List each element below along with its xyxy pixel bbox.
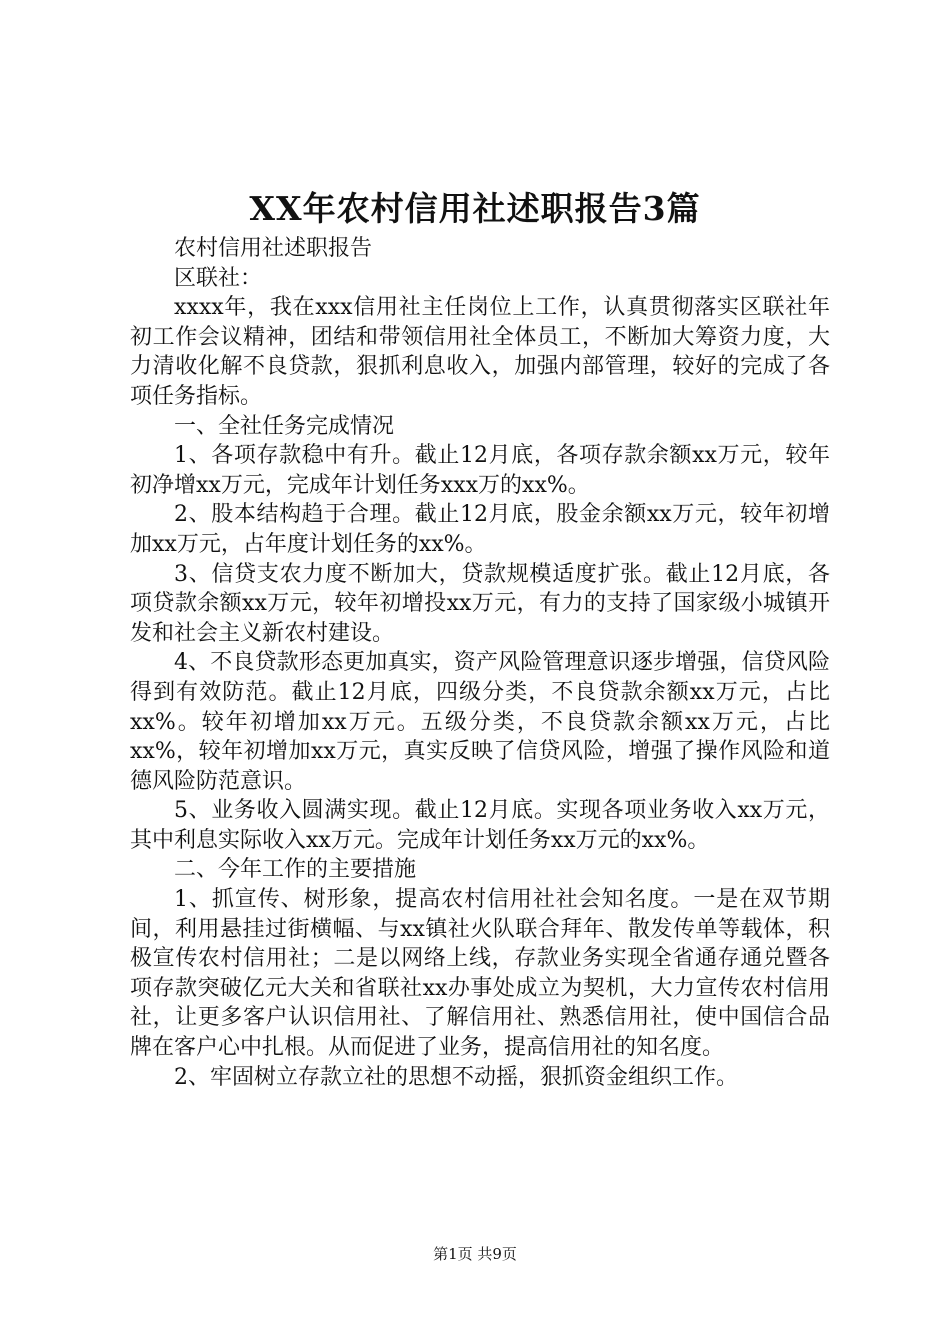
page-footer: 第1页 共9页 [433, 1245, 517, 1263]
paragraph: 5、业务收入圆满实现。截止12月底。实现各项业务收入xx万元，其中利息实际收入xx万元。完成年计划任务xx万元的xx%。 [130, 798, 830, 853]
paragraph: 区联社： [174, 265, 263, 291]
paragraph: xxxx年，我在xxx信用社主任岗位上工作，认真贯彻落实区联社年初工作会议精神，团结和带领信用社全体员工，不断加大筹资力度，大力清收化解不良贷款，狠抓利息收入，加强内部管理，较好的完成了各项任务指标。 [130, 295, 830, 409]
paragraph: 4、不良贷款形态更加真实，资产风险管理意识逐步增强，信贷风险得到有效防范。截止12月底，四级分类，不良贷款余额xx万元，占比xx%。较年初增加xx万元。五级分类，不良贷款余额xx万元，占比xx%，较年初增加xx万元，真实反映了信贷风险，增强了操作风险和道德风险防范意识。 [130, 650, 830, 794]
paragraph: 农村信用社述职报告 [174, 236, 373, 261]
paragraph: 1、抓宣传、树形象，提高农村信用社社会知名度。一是在双节期间，利用悬挂过街横幅、与xx镇社火队联合拜年、散发传单等载体，积极宣传农村信用社；二是以网络上线，存款业务实现全省通存通兑暨各项存款突破亿元大关和省联社xx办事处成立为契机，大力宣传农村信用社，让更多客户认识信用社、了解信用社、熟悉信用社，使中国信合品牌在客户心中扎根。从而促进了业务，提高信用社的知名度。 [130, 887, 830, 1061]
paragraph: 一、全社任务完成情况 [174, 413, 395, 439]
paragraph: 二、今年工作的主要措施 [174, 857, 417, 883]
paragraph: 3、信贷支农力度不断加大，贷款规模适度扩张。截止12月底，各项贷款余额xx万元，较年初增投xx万元，有力的支持了国家级小城镇开发和社会主义新农村建设。 [130, 561, 830, 646]
paragraph: 2、股本结构趋于合理。截止12月底，股金余额xx万元，较年初增加xx万元，占年度计划任务的xx%。 [130, 502, 830, 557]
paragraph: 2、牢固树立存款立社的思想不动摇，狠抓资金组织工作。 [174, 1064, 738, 1090]
paragraph: 1、各项存款稳中有升。截止12月底，各项存款余额xx万元，较年初净增xx万元，完成年计划任务xxx万的xx%。 [130, 443, 830, 498]
document-title: XX年农村信用社述职报告3篇 [249, 189, 701, 228]
document-body [130, 234, 830, 1092]
